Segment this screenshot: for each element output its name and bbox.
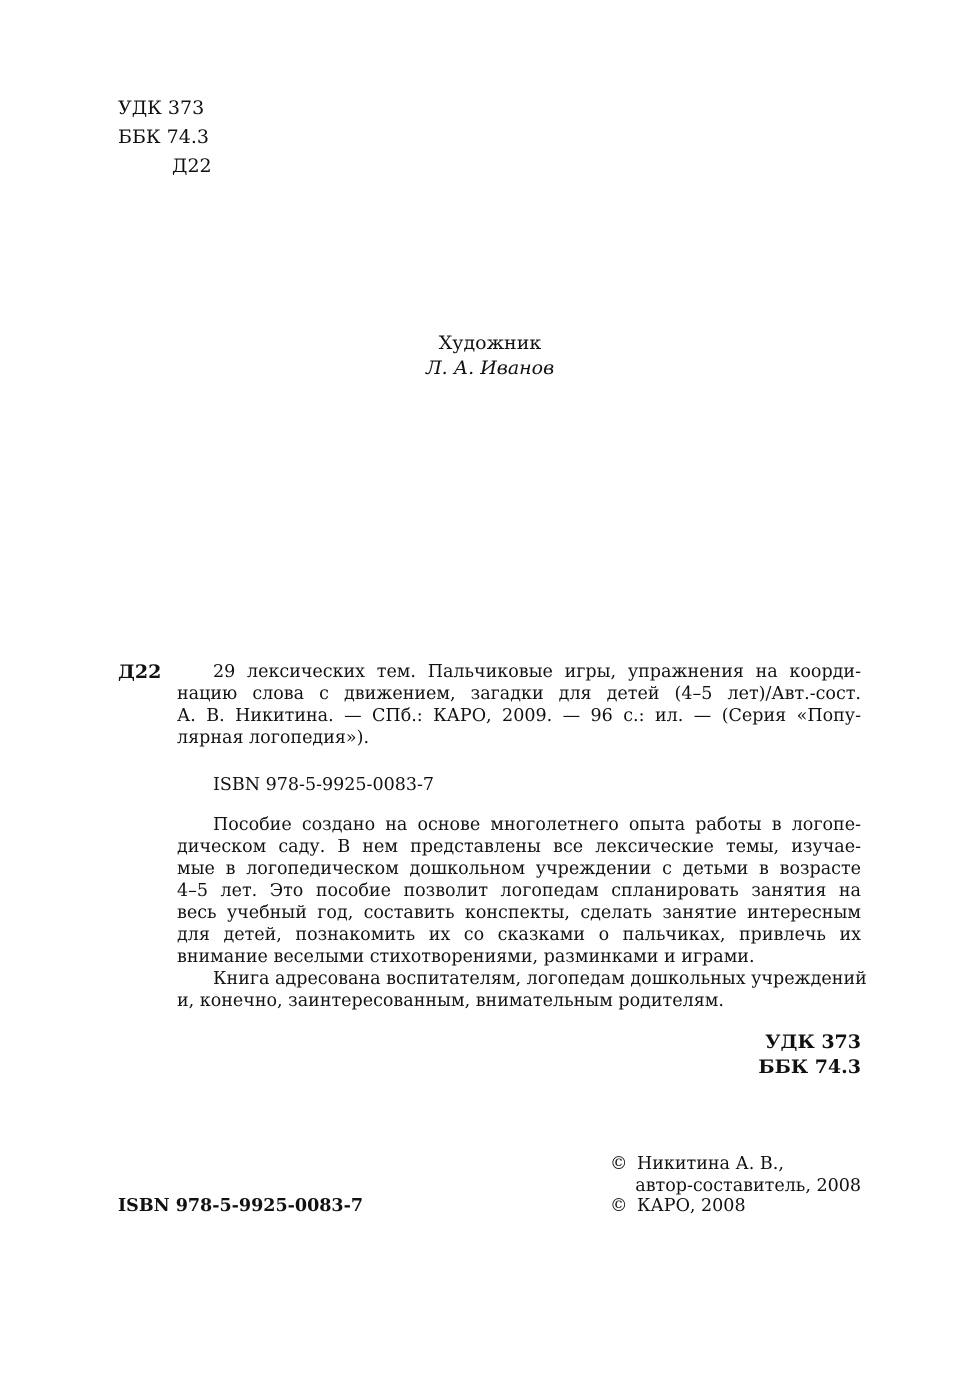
copyright-symbol-2: ©	[610, 1196, 628, 1216]
illustrator-name: Л. А. Иванов	[425, 357, 555, 379]
catalog-description	[177, 661, 861, 749]
udk-code-bottom: УДК 373	[765, 1031, 861, 1053]
catalog-mark: Д22	[118, 661, 162, 683]
abstract-line: Пособие создано на основе многолетнего опыта работы в логопе-	[213, 815, 861, 835]
abstract-line: и, конечно, заинтересованным, внимательным родителям.	[177, 991, 724, 1011]
copyright-author: Никитина А. В.,	[637, 1154, 784, 1174]
abstract-paragraph-1	[177, 814, 861, 968]
abstract-line: Книга адресована воспитателям, логопедам дошкольных учреждений	[213, 969, 867, 989]
bbk-code-top: ББК 74.3	[118, 126, 209, 148]
footer-isbn: ISBN 978-5-9925-0083-7	[118, 1196, 364, 1216]
illustrator-role: Художник	[438, 332, 542, 354]
copyright-publisher: КАРО, 2008	[637, 1196, 746, 1216]
copyright-symbol-1: ©	[610, 1154, 628, 1174]
udk-code-top: УДК 373	[118, 97, 205, 119]
catalog-line: А. В. Никитина. — СПб.: КАРО, 2009. — 96 с.: ил. — (Серия «Попу-	[177, 706, 861, 726]
abstract-line: 4–5 лет. Это пособие позволит логопедам спланировать занятия на	[177, 881, 861, 901]
bbk-code-bottom: ББК 74.3	[758, 1056, 861, 1078]
abstract-line: весь учебный год, составить конспекты, сделать занятие интересным	[177, 903, 861, 923]
abstract-line: внимание веселыми стихотворениями, разминками и играми.	[177, 947, 755, 967]
abstract-line: для детей, познакомить их со сказками о пальчиках, привлечь их	[177, 925, 861, 945]
catalog-line: 29 лексических тем. Пальчиковые игры, упражнения на коорди-	[213, 662, 861, 682]
author-mark-top: Д22	[172, 155, 212, 177]
abstract-line: мые в логопедическом дошкольном учреждении с детьми в возрасте	[177, 859, 861, 879]
catalog-isbn: ISBN 978-5-9925-0083-7	[213, 775, 435, 795]
abstract-paragraph-2	[177, 968, 867, 1012]
catalog-line: нацию слова с движением, загадки для детей (4–5 лет)/Авт.-сост.	[177, 684, 861, 704]
catalog-line: лярная логопедия»).	[177, 728, 370, 748]
abstract-line: дическом саду. В нем представлены все лексические темы, изучае-	[177, 837, 861, 857]
copyright-author-role: автор-составитель, 2008	[635, 1176, 861, 1196]
